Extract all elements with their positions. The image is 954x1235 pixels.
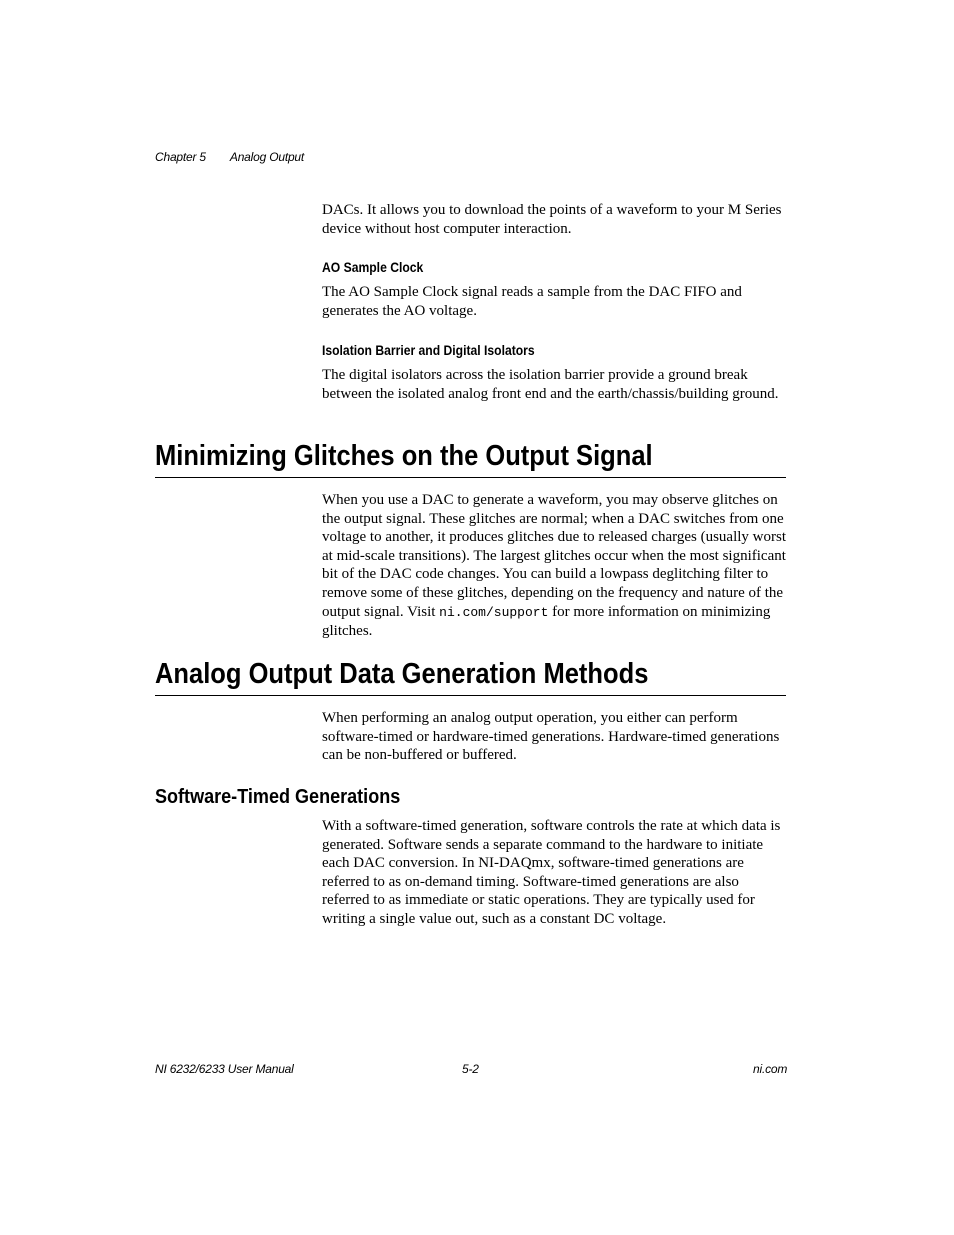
methods-paragraph: When performing an analog output operation, you either can perform software-timed or hardware-timed generations. Hardware-timed generations can be non-buffered or buffered.: [322, 710, 780, 764]
running-header: [155, 150, 304, 164]
footer-site: ni.com: [753, 1062, 788, 1076]
methods-heading: Analog Output Data Generation Methods: [155, 658, 649, 690]
intro-paragraph: DACs. It allows you to download the points of a waveform to your M Series device without host computer interaction.: [322, 202, 782, 237]
ao-sample-clock-paragraph: The AO Sample Clock signal reads a sample from the DAC FIFO and generates the AO voltage.: [322, 284, 742, 319]
software-timed-heading: Software-Timed Generations: [155, 785, 401, 808]
software-timed-paragraph: With a software-timed generation, software controls the rate at which data is generated. Software sends a separate command to the hardware to initiate each DAC conversion. In NI-DAQmx, software-timed generations are referred to as on-demand timing. Software-timed generations are also referred to as immediate or static operations. They are typically used for writing a single value out, such as a constant DC voltage.: [322, 818, 781, 927]
methods-heading-rule: [155, 695, 786, 696]
glitches-text-end: for more information on minimizing glitches.: [322, 603, 771, 640]
chapter-label: Chapter 5: [155, 150, 206, 164]
glitches-heading-rule: [155, 477, 786, 478]
support-link[interactable]: ni.com/support: [439, 604, 549, 620]
section-label: Analog Output: [229, 150, 305, 164]
isolation-heading: Isolation Barrier and Digital Isolators: [322, 343, 535, 358]
isolation-paragraph: The digital isolators across the isolation barrier provide a ground break between the isolated analog front end and the earth/chassis/building ground.: [322, 367, 779, 402]
glitches-heading: Minimizing Glitches on the Output Signal: [155, 440, 653, 472]
glitches-text-start: When you use a DAC to generate a waveform, you may observe glitches on the output signal. These glitches are normal; when a DAC switches from one voltage to another, it produces glitches due to released charges (usually worst at mid-scale transitions). The largest glitches occur when the most significant bit of the DAC code changes. You can build a lowpass deglitching filter to remove some of these glitches, depending on the frequency and nature of the output signal. Visit: [322, 492, 786, 620]
glitches-paragraph: [322, 491, 786, 641]
ao-sample-clock-heading: AO Sample Clock: [322, 260, 424, 275]
footer-manual: NI 6232/6233 User Manual: [155, 1062, 294, 1076]
footer-page-number: 5-2: [462, 1062, 479, 1076]
